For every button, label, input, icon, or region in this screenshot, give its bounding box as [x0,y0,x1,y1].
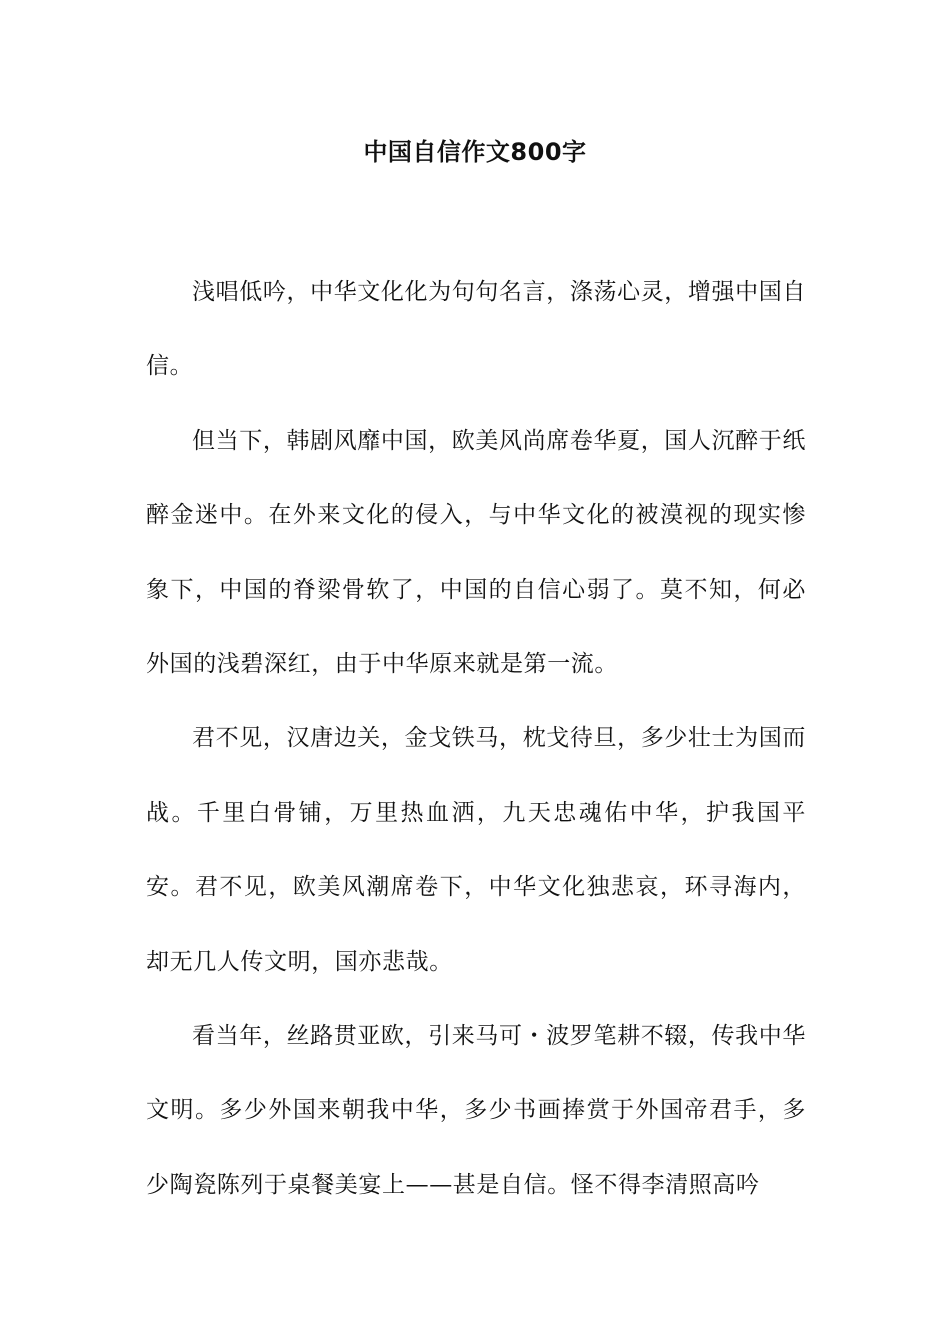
paragraph-2: 但当下，韩剧风靡中国，欧美风尚席卷华夏，国人沉醉于纸醉金迷中。在外来文化的侵入，与中华文化的被漠视的现实惨象下，中国的脊梁骨软了，中国的自信心弱了。莫不知，何必外国的浅碧深红，由于中华原来就是第一流。 [146,427,806,678]
document-body [146,255,806,1222]
paragraph-4: 看当年，丝路贯亚欧，引来马可・波罗笔耕不辍，传我中华文明。多少外国来朝我中华，多少书画捧赏于外国帝君手，多少陶瓷陈列于桌餐美宴上——甚是自信。怪不得李清照高吟 [146,1023,806,1198]
paragraph-1: 浅唱低吟，中华文化化为句句名言，涤荡心灵，增强中国自信。 [146,279,806,380]
document-title: 中国自信作文800字 [363,138,587,166]
paragraph-3: 君不见，汉唐边关，金戈铁马，枕戈待旦，多少壮士为国而战。千里白骨铺，万里热血洒，九天忠魂佑中华，护我国平安。君不见，欧美风潮席卷下，中华文化独悲哀，环寻海内，却无几人传文明，国亦悲哉。 [146,725,806,975]
